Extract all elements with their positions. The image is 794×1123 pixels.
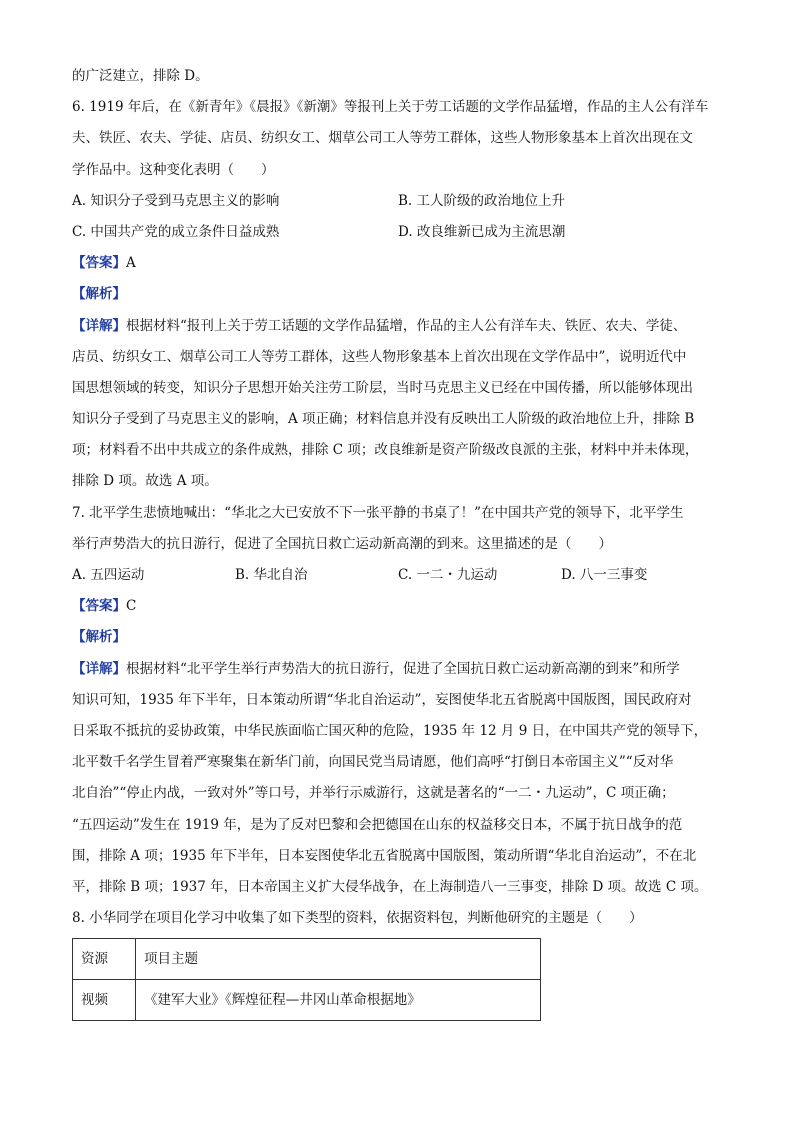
q7-option-d: D. 八一三事变 (561, 567, 648, 583)
q6-stem-line-3: 学作品中。这种变化表明（ ） (72, 161, 275, 178)
q7-stem-line-1: 7. 北平学生悲愤地喊出：“华北之大已安放不下一张平静的书桌了！”在中国共产党的领导下，北平学生 (72, 504, 684, 521)
q7-detail-line-7: 围，排除 A 项；1935 年下半年，日本妄图使华北五省脱离中国版图，策动所谓“华北自治运动”，不在北 (72, 847, 697, 864)
table-cell: 视频 (73, 980, 136, 1021)
table-cell: 《建军大业》《辉煌征程—井冈山革命根据地》 (136, 980, 541, 1021)
q6-stem-line-2: 夫、铁匠、农夫、学徒、店员、纺织女工、烟草公司工人等劳工群体，这些人物形象基本上首次出现在文 (72, 130, 693, 147)
q7-detail-line-5: 北自治”“停止内战，一致对外”等口号，并举行示威游行，这就是著名的“一二・九运动”，C 项正确； (72, 785, 675, 802)
q6-detail-line-5: 项；材料看不出中共成立的条件成熟，排除 C 项；改良维新是资产阶级改良派的主张，材料中并未体现， (72, 442, 699, 459)
q7-analysis-line (72, 622, 724, 653)
page-content (72, 61, 724, 1021)
table-cell: 资源 (73, 939, 136, 980)
question-8 (72, 903, 724, 1021)
q6-option-a: A. 知识分子受到马克思主义的影响 (72, 192, 280, 209)
q7-option-a: A. 五四运动 (72, 567, 145, 583)
q6-answer-tag: 【答案】 (72, 255, 126, 272)
table-row (73, 939, 541, 980)
q7-detail-line-4: 北平数千名学生冒着严寒聚集在新华门前，向国民党当局请愿，他们高呼“打倒日本帝国主义”“反对华 (72, 754, 674, 771)
table-cell: 项目主题 (136, 939, 541, 980)
q7-options-row (72, 560, 724, 591)
q5-tail-line: 的广泛建立，排除 D。 (72, 68, 209, 84)
q7-answer-line (72, 591, 724, 622)
q8-stem: 8. 小华同学在项目化学习中收集了如下类型的资料，依据资料包，判断他研究的主题是（ ） (72, 910, 643, 927)
q7-detail-line-1 (72, 654, 724, 685)
q7-detail-tag: 【详解】 (72, 660, 126, 677)
q6-options-row-2 (72, 217, 724, 248)
q6-detail-line-6: 排除 D 项。故选 A 项。 (72, 473, 218, 490)
q7-option-c: C. 一二・九运动 (398, 567, 498, 583)
q7-detail-line-6: “五四运动”发生在 1919 年，是为了反对巴黎和会把德国在山东的权益移交日本，不属于抗日战争的范 (72, 816, 683, 833)
q6-detail-line-4: 知识分子受到了马克思主义的影响，A 项正确；材料信息并没有反映出工人阶级的政治地位上升，排除 B (72, 411, 695, 428)
q8-resource-table (72, 938, 541, 1021)
q7-option-b: B. 华北自治 (235, 567, 308, 583)
q6-stem-line-1: 6. 1919 年后，在《新青年》《晨报》《新潮》等报刊上关于劳工话题的文学作品猛增，作品的主人公有洋车 (72, 99, 709, 116)
q6-detail-line-2: 店员、纺织女工、烟草公司工人等劳工群体，这些人物形象基本上首次出现在文学作品中”，说明近代中 (72, 348, 687, 365)
q6-detail-text-1: 根据材料“报刊上关于劳工话题的文学作品猛增，作品的主人公有洋车夫、铁匠、农夫、学徒、 (126, 317, 687, 334)
q6-analysis-tag: 【解析】 (72, 286, 126, 303)
q7-stem-line-2: 举行声势浩大的抗日游行，促进了全国抗日救亡运动新高潮的到来。这里描述的是（ ） (72, 535, 612, 552)
q6-answer-value: A (126, 255, 136, 272)
q6-analysis-line (72, 279, 724, 310)
q7-analysis-tag: 【解析】 (72, 629, 126, 646)
q6-option-c: C. 中国共产党的成立条件日益成熟 (72, 223, 280, 240)
q6-answer-line (72, 248, 724, 279)
q6-detail-line-3: 国思想领域的转变，知识分子思想开始关注劳工阶层，当时马克思主义已经在中国传播，所以能够体现出 (72, 379, 693, 396)
q7-detail-text-1: 根据材料“北平学生举行声势浩大的抗日游行，促进了全国抗日救亡运动新高潮的到来”和所学 (126, 660, 680, 677)
table-row (73, 980, 541, 1021)
q6-detail-tag: 【详解】 (72, 317, 126, 334)
q7-detail-line-3: 日采取不抵抗的妥协政策，中华民族面临亡国灭种的危险，1935 年 12 月 9 日，在中国共产党的领导下， (72, 722, 708, 739)
q7-answer-value: C (126, 598, 137, 615)
question-6 (72, 92, 724, 497)
q7-detail-line-8: 平，排除 B 项；1937 年，日本帝国主义扩大侵华战争，在上海制造八一三事变，排除 D 项。故选 C 项。 (72, 878, 708, 895)
q7-answer-tag: 【答案】 (72, 598, 126, 615)
q6-detail-line-1 (72, 311, 724, 342)
q6-option-b: B. 工人阶级的政治地位上升 (398, 192, 566, 209)
q6-option-d: D. 改良维新已成为主流思潮 (398, 223, 566, 240)
q7-detail-line-2: 知识可知，1935 年下半年，日本策动所谓“华北自治运动”，妄图使华北五省脱离中国版图，国民政府对 (72, 691, 692, 708)
question-7 (72, 498, 724, 903)
q6-options-row-1 (72, 186, 724, 217)
